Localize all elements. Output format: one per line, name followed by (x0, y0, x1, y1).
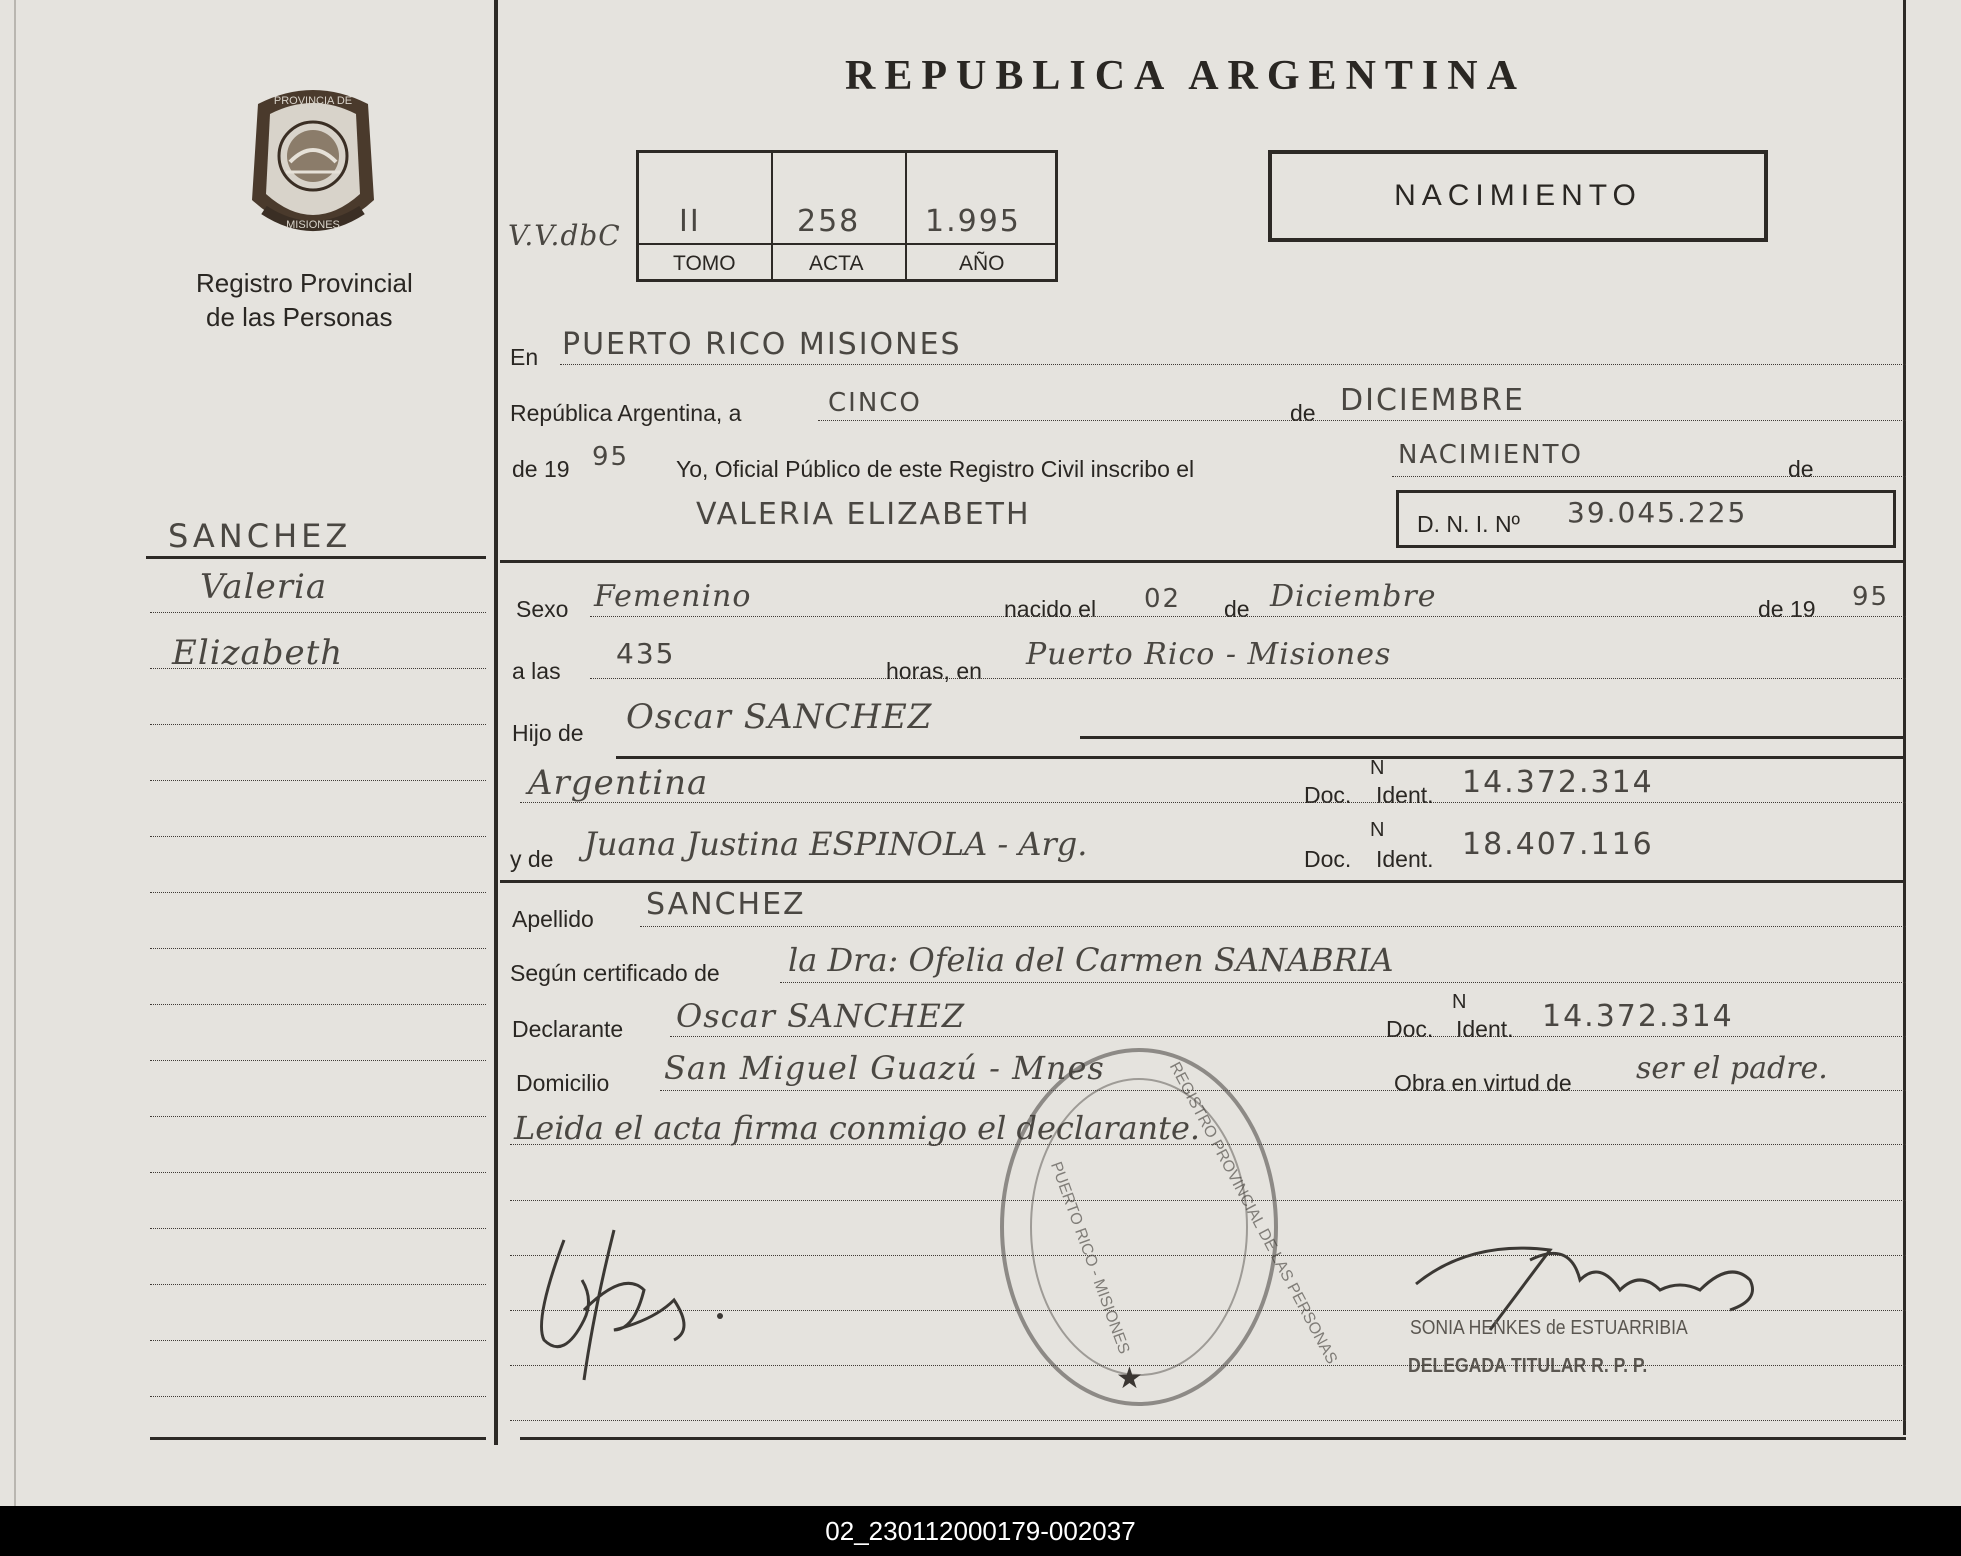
de-label-3: de (1224, 596, 1250, 622)
left-column-rule (150, 1340, 486, 1341)
left-column-rule (150, 892, 486, 893)
ident-label-2: Ident. (1376, 846, 1434, 872)
side-name-2: Elizabeth (172, 633, 344, 673)
nacido-label: nacido el (1004, 596, 1097, 622)
padre-nacionalidad: Argentina (528, 763, 709, 803)
obra-label: Obra en virtud de (1394, 1070, 1572, 1096)
row-rule (1080, 736, 1906, 739)
left-column-rule (150, 612, 486, 613)
left-column-rule (150, 1116, 486, 1117)
left-column-rule (150, 1284, 486, 1285)
row-rule (560, 364, 1906, 365)
seal-text-top: PROVINCIA DE (273, 95, 353, 107)
dia-value: CINCO (828, 388, 922, 418)
row-rule (670, 1036, 1906, 1037)
acta-type-box (1268, 150, 1768, 242)
left-column-rule (150, 948, 486, 949)
left-column-rule (150, 836, 486, 837)
left-fold (14, 0, 16, 1506)
de19-label: de 19 (512, 456, 570, 482)
acta-label: ACTA (809, 252, 864, 275)
domicilio-value: San Miguel Guazú - Mnes (664, 1049, 1105, 1087)
ident-label-3: Ident. (1456, 1016, 1514, 1042)
row-rule (818, 420, 1906, 421)
official-title: DELEGADA TITULAR R. P. P. (1408, 1355, 1648, 1377)
margin-note: V.V.dbC (508, 219, 621, 252)
left-column-rule (150, 1228, 486, 1229)
seal-text-bottom: MISIONES (286, 219, 340, 231)
record-number-box (636, 150, 1058, 282)
stamp-star-icon: ★ (1116, 1362, 1143, 1395)
nacido-mes: Diciembre (1270, 579, 1437, 614)
apellido-label: Apellido (512, 906, 594, 932)
registry-name-line2: de las Personas (206, 302, 393, 332)
de-label-2: de (1788, 456, 1814, 482)
left-column-rule (150, 1004, 486, 1005)
right-border (1903, 0, 1906, 1435)
row-rule (1392, 476, 1906, 477)
en-value: PUERTO RICO MISIONES (562, 327, 962, 362)
madre-value: Juana Justina ESPINOLA - Arg. (584, 825, 1088, 863)
acta-value: 258 (797, 204, 861, 239)
row-rule (660, 1090, 1906, 1091)
dni-value: 39.045.225 (1567, 496, 1748, 529)
page-title: REPUBLICA ARGENTINA (845, 53, 1526, 99)
nombre-value: VALERIA ELIZABETH (696, 497, 1031, 532)
left-column-rule (150, 1396, 486, 1397)
obra-value: ser el padre. (1636, 1051, 1828, 1086)
section-rule (500, 880, 1906, 883)
side-surname: SANCHEZ (168, 517, 352, 555)
doc-label: Doc. (1304, 782, 1352, 808)
declarante-doc: 14.372.314 (1542, 999, 1734, 1034)
acta-type-label: NACIMIENTO (1394, 179, 1642, 212)
dni-label: D. N. I. Nº (1417, 511, 1520, 537)
left-column-divider (494, 0, 498, 1445)
official-name: SONIA HENKES de ESTUARRIBIA (1410, 1317, 1688, 1339)
en-label: En (510, 344, 539, 370)
yde-label: y de (510, 846, 554, 872)
declarante-value: Oscar SANCHEZ (676, 997, 966, 1035)
row-rule (590, 678, 1906, 679)
row-rule (640, 926, 1906, 927)
nacido-anio: 95 (1852, 582, 1890, 612)
dni-box (1396, 490, 1896, 548)
hora-value: 435 (616, 637, 676, 670)
madre-doc: 18.407.116 (1462, 827, 1654, 862)
form-blank-rule (510, 1200, 1906, 1201)
nro-mark-2: N (1370, 819, 1385, 841)
section-rule (500, 560, 1906, 563)
row-rule (520, 802, 1906, 803)
anio-label: AÑO (959, 252, 1005, 275)
mes-value: DICIEMBRE (1340, 383, 1525, 418)
padre-value: Oscar SANCHEZ (626, 697, 933, 737)
row-rule (590, 616, 1906, 617)
left-bottom-rule (150, 1437, 486, 1440)
nro-mark: N (1370, 757, 1385, 779)
left-column-rule (150, 668, 486, 669)
row-rule (616, 756, 1906, 759)
inscribo-value: NACIMIENTO (1398, 440, 1583, 470)
sexo-label: Sexo (516, 596, 569, 622)
alas-label: a las (512, 658, 561, 684)
anio-short-value: 95 (592, 442, 630, 472)
segun-value: la Dra: Ofelia del Carmen SANABRIA (788, 941, 1394, 979)
stamp-text: REGISTRO PROVINCIAL DE LAS PERSONAS (1165, 1059, 1341, 1367)
bottom-rule (520, 1437, 1906, 1440)
form-blank-rule (510, 1365, 1906, 1366)
horas-label: horas, en (886, 658, 982, 684)
declarante-label: Declarante (512, 1016, 624, 1042)
left-column-rule (150, 1172, 486, 1173)
side-name-1: Valeria (200, 567, 328, 607)
sexo-value: Femenino (594, 579, 752, 614)
hijo-label: Hijo de (512, 720, 584, 746)
left-column-rule (150, 780, 486, 781)
leida-value: Leida el acta firma conmigo el declarante. (514, 1109, 1201, 1147)
domicilio-label: Domicilio (516, 1070, 610, 1096)
registry-name-line1: Registro Provincial (196, 268, 413, 298)
tomo-label: TOMO (673, 252, 736, 275)
image-code: 02_230112000179-002037 (0, 1506, 1961, 1556)
nacido-dia: 02 (1144, 584, 1182, 614)
declarant-signature (524, 1210, 744, 1390)
left-column-rule (150, 724, 486, 725)
doc-label-2: Doc. (1304, 846, 1352, 872)
doc-label-3: Doc. (1386, 1016, 1434, 1042)
side-rule (146, 556, 486, 559)
tomo-value: II (679, 204, 701, 239)
padre-doc: 14.372.314 (1462, 765, 1654, 800)
official-stamp-inner (1030, 1078, 1248, 1376)
lugar-value: Puerto Rico - Misiones (1026, 637, 1392, 672)
form-blank-rule (510, 1310, 1906, 1311)
republica-label: República Argentina, a (510, 400, 742, 426)
de-label: de (1290, 400, 1316, 426)
stamp-office: PUERTO RICO - MISIONES (1046, 1159, 1133, 1357)
ident-label: Ident. (1376, 782, 1434, 808)
anio-value: 1.995 (925, 204, 1021, 239)
yo-label: Yo, Oficial Público de este Registro Civil inscribo el (676, 456, 1195, 482)
form-blank-rule (510, 1420, 1906, 1421)
row-rule (780, 982, 1906, 983)
nro-mark-3: N (1452, 991, 1467, 1013)
province-seal-icon (238, 80, 388, 242)
left-column-rule (150, 1060, 486, 1061)
form-blank-rule (510, 1255, 1906, 1256)
segun-label: Según certificado de (510, 960, 720, 986)
de19-label-2: de 19 (1758, 596, 1816, 622)
apellido-value: SANCHEZ (646, 887, 806, 922)
